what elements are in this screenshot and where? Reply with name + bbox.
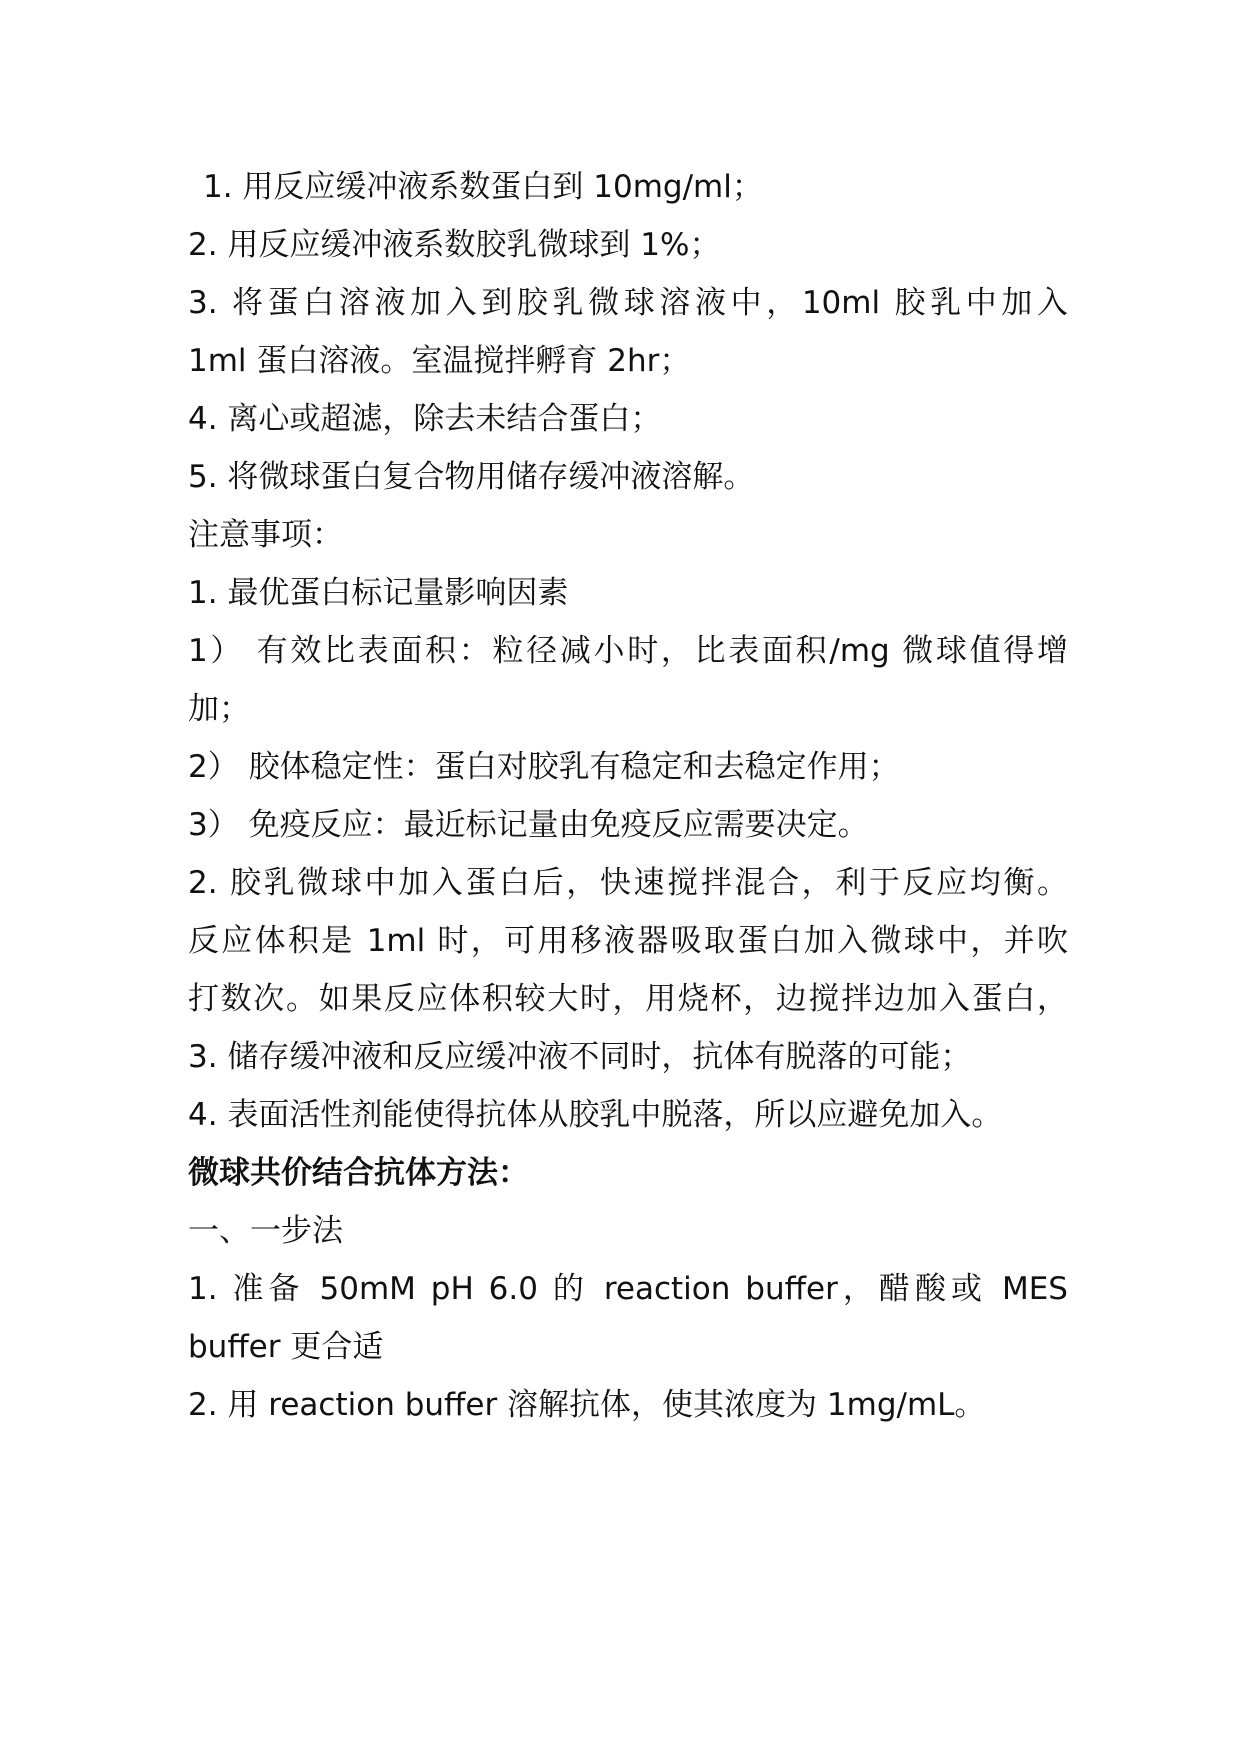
method-one-step-heading: 一、一步法 — [188, 1213, 343, 1249]
note-4-line: 4. 表面活性剂能使得抗体从胶乳中脱落，所以应避免加入。 — [188, 1097, 1003, 1133]
method-step-1-continuation: buffer 更合适 — [188, 1329, 384, 1365]
step-3-line: 3. 将蛋白溶液加入到胶乳微球溶液中，10ml 胶乳中加入 — [188, 285, 1068, 321]
notes-heading: 注意事项： — [188, 517, 343, 553]
note-2-continuation-2: 打数次。如果反应体积较大时，用烧杯，边搅拌边加入蛋白， — [188, 981, 1068, 1017]
note-1-item-2: 2） 胶体稳定性：蛋白对胶乳有稳定和去稳定作用； — [188, 749, 900, 785]
method-step-2-line: 2. 用 reaction buffer 溶解抗体，使其浓度为 1mg/mL。 — [188, 1387, 986, 1423]
step-2-line: 2. 用反应缓冲液系数胶乳微球到 1%； — [188, 227, 721, 263]
note-1-item-1: 1） 有效比表面积：粒径减小时，比表面积/mg 微球值得增 — [188, 633, 1068, 669]
section-heading: 微球共价结合抗体方法： — [188, 1155, 529, 1191]
note-3-line: 3. 储存缓冲液和反应缓冲液不同时，抗体有脱落的可能； — [188, 1039, 972, 1075]
step-3-continuation: 1ml 蛋白溶液。室温搅拌孵育 2hr； — [188, 343, 691, 379]
step-5-line: 5. 将微球蛋白复合物用储存缓冲液溶解。 — [188, 459, 755, 495]
note-2-line: 2. 胶乳微球中加入蛋白后，快速搅拌混合，利于反应均衡。 — [188, 865, 1068, 901]
note-1-line: 1. 最优蛋白标记量影响因素 — [188, 575, 569, 611]
note-2-continuation-1: 反应体积是 1ml 时，可用移液器吸取蛋白加入微球中，并吹 — [188, 923, 1068, 959]
method-step-1-line: 1. 准备 50mM pH 6.0 的 reaction buffer，醋酸或 MES — [188, 1271, 1068, 1307]
step-1-line: 1. 用反应缓冲液系数蛋白到 10mg/ml； — [203, 169, 763, 205]
note-1-item-1-continuation: 加； — [188, 691, 250, 727]
step-4-line: 4. 离心或超滤，除去未结合蛋白； — [188, 401, 662, 437]
note-1-item-3: 3） 免疫反应：最近标记量由免疫反应需要决定。 — [188, 807, 869, 843]
